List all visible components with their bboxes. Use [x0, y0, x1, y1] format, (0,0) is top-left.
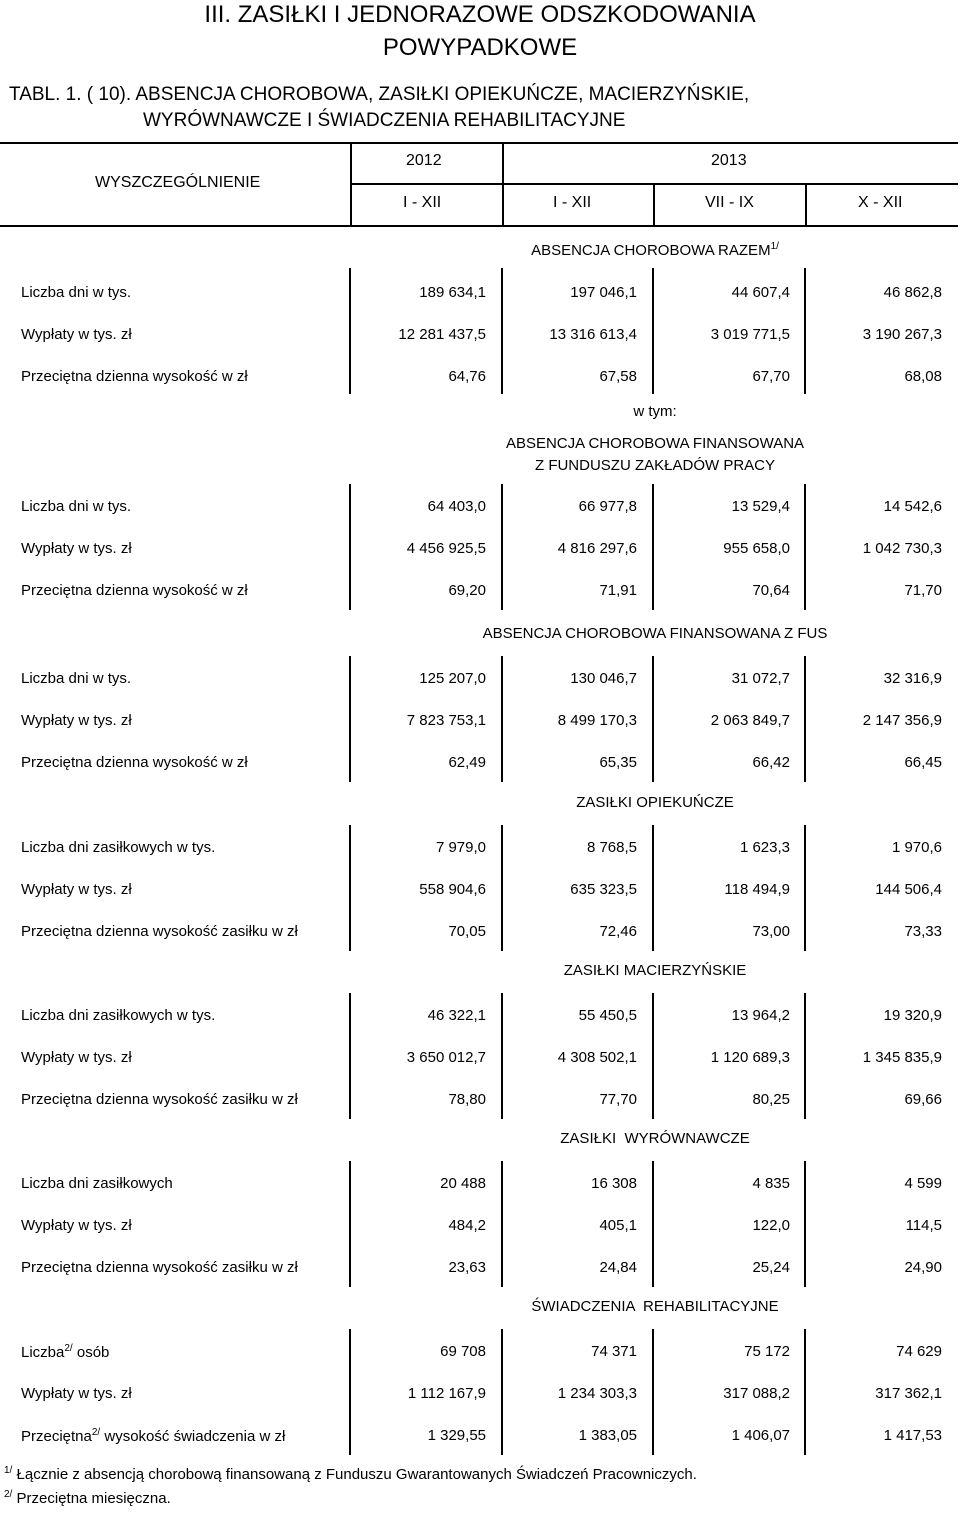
table-cell: 72,46: [599, 923, 637, 940]
header-divider-3: [653, 183, 655, 225]
table-cell: 14 542,6: [883, 498, 942, 515]
row-label: Przeciętna dzienna wysokość zasiłku w zł: [21, 1259, 298, 1276]
section-title: ŚWIADCZENIA REHABILITACYJNE: [531, 1298, 779, 1315]
table-cell: 4 456 925,5: [406, 540, 486, 557]
row-label: Wypłaty w tys. zł: [21, 881, 132, 898]
row-label: Liczba dni w tys.: [21, 498, 132, 515]
footnote-2: $^{2/}$ Przeciętna miesięczna.: [4, 1489, 171, 1507]
table-cell: 3 190 267,3: [862, 326, 942, 343]
table-cell: 1 329,55: [427, 1427, 486, 1444]
table-cell: 2 063 849,7: [710, 712, 790, 729]
row-label: Liczba dni zasiłkowych w tys.: [21, 839, 216, 856]
row-label: Wypłaty w tys. zł: [21, 712, 132, 729]
table-cell: 69 708: [440, 1343, 486, 1360]
table-cell: 484,2: [448, 1217, 486, 1234]
table-cell: 4 816 297,6: [557, 540, 637, 557]
table-cell: 189 634,1: [419, 284, 486, 301]
table-cell: 118 494,9: [724, 881, 790, 898]
table-cell: 2 147 356,9: [862, 712, 942, 729]
table-cell: 78,80: [448, 1091, 486, 1108]
table-title-line2: WYRÓWNAWCZE I ŚWIADCZENIA REHABILITACYJNE: [143, 110, 626, 131]
table-cell: 405,1: [599, 1217, 637, 1234]
table-cell: 66,42: [752, 754, 790, 771]
table-cell: 1 970,6: [891, 839, 942, 856]
table-cell: 130 046,7: [570, 670, 637, 687]
row-label: Wypłaty w tys. zł: [21, 540, 132, 557]
table-cell: 1 042 730,3: [862, 540, 942, 557]
table-cell: 31 072,7: [731, 670, 790, 687]
table-cell: 144 506,4: [875, 881, 942, 898]
header-period-4: X - XII: [858, 194, 903, 211]
table-cell: 71,70: [904, 582, 942, 599]
table-cell: 23,63: [448, 1259, 486, 1276]
header-col-label: WYSZCZEGÓLNIENIE: [95, 174, 261, 191]
header-period-1: I - XII: [403, 194, 442, 211]
page-title-line2: POWYPADKOWE: [382, 34, 578, 61]
row-label: Liczba dni w tys.: [21, 284, 132, 301]
table-cell: 12 281 437,5: [398, 326, 486, 343]
row-label: Przeciętna dzienna wysokość w zł: [21, 368, 248, 385]
table-cell: 73,33: [904, 923, 942, 940]
section-pre: w tym:: [633, 403, 677, 420]
table-cell: 7 823 753,1: [406, 712, 486, 729]
section-title: ABSENCJA CHOROBOWA FINANSOWANA Z FUS: [482, 625, 828, 642]
table-cell: 62,49: [448, 754, 486, 771]
table-cell: 74 629: [896, 1343, 942, 1360]
row-label: Wypłaty w tys. zł: [21, 1049, 132, 1066]
row-label: Przeciętna dzienna wysokość w zł: [21, 582, 248, 599]
table-cell: 8 499 170,3: [557, 712, 637, 729]
table-cell: 77,70: [599, 1091, 637, 1108]
section-title: ZASIŁKI MACIERZYŃSKIE: [563, 962, 747, 979]
section-title-2: Z FUNDUSZU ZAKŁADÓW PRACY: [534, 457, 775, 474]
table-cell: 13 964,2: [731, 1007, 790, 1024]
table-cell: 16 308: [591, 1175, 637, 1192]
table-cell: 46 862,8: [883, 284, 942, 301]
table-cell: 3 650 012,7: [406, 1049, 486, 1066]
section-title: ZASIŁKI WYRÓWNAWCZE: [560, 1130, 750, 1147]
header-divider-1: [350, 142, 352, 225]
table-cell: 114,5: [905, 1217, 942, 1234]
header-period-2: I - XII: [553, 194, 592, 211]
table-cell: 67,70: [752, 368, 790, 385]
table-cell: 317 088,2: [723, 1385, 790, 1402]
header-period-3: VII - IX: [705, 194, 754, 211]
table-cell: 4 835: [752, 1175, 790, 1192]
table-cell: 3 019 771,5: [710, 326, 790, 343]
table-cell: 70,05: [448, 923, 486, 940]
table-cell: 44 607,4: [731, 284, 790, 301]
table-title-line1: TABL. 1. ( 10). ABSENCJA CHOROBOWA, ZASIŁKI OPIEKUŃCZE, MACIERZYŃSKIE,: [9, 84, 750, 105]
section-title: ABSENCJA CHOROBOWA FINANSOWANA: [505, 435, 805, 452]
table-cell: 317 362,1: [875, 1385, 942, 1402]
table-cell: 66 977,8: [578, 498, 637, 515]
table-cell: 24,90: [904, 1259, 942, 1276]
row-label: Liczba dni w tys.: [21, 670, 132, 687]
table-cell: 74 371: [591, 1343, 637, 1360]
table-cell: 197 046,1: [570, 284, 637, 301]
table-cell: 1 417,53: [883, 1427, 942, 1444]
header-divider-4: [805, 183, 807, 225]
row-label: Wypłaty w tys. zł: [21, 326, 132, 343]
section-title: ABSENCJA CHOROBOWA $RAZEM^{1/}$: [531, 241, 779, 259]
table-cell: 1 112 167,9: [407, 1385, 486, 1402]
section-title: ZASIŁKI OPIEKUŃCZE: [576, 794, 734, 811]
table-cell: 4 599: [904, 1175, 942, 1192]
row-label: Liczba dni zasiłkowych w tys.: [21, 1007, 216, 1024]
table-cell: 8 768,5: [586, 839, 637, 856]
table-cell: 7 979,0: [435, 839, 486, 856]
table-cell: 13 529,4: [731, 498, 790, 515]
row-label: Liczba$^{2/}$ osób: [21, 1343, 110, 1361]
header-year-2012: 2012: [406, 152, 442, 169]
table-cell: 68,08: [904, 368, 942, 385]
row-label: Przeciętna dzienna wysokość zasiłku w zł: [21, 923, 298, 940]
row-label: Przeciętna$^{2/}$ wysokość świadczenia w zł: [21, 1427, 286, 1445]
row-label: Wypłaty w tys. zł: [21, 1385, 132, 1402]
table-cell: 125 207,0: [419, 670, 486, 687]
table-cell: 64 403,0: [427, 498, 486, 515]
table-cell: 46 322,1: [427, 1007, 486, 1024]
table-cell: 55 450,5: [578, 1007, 637, 1024]
table-cell: 73,00: [752, 923, 790, 940]
table-cell: 75 172: [744, 1343, 790, 1360]
header-top-rule: [0, 142, 958, 144]
table-cell: 13 316 613,4: [549, 326, 637, 343]
table-cell: 558 904,6: [419, 881, 486, 898]
table-cell: 71,91: [599, 582, 637, 599]
table-cell: 1 623,3: [739, 839, 790, 856]
table-cell: 4 308 502,1: [557, 1049, 637, 1066]
header-bottom-rule: [0, 225, 958, 227]
table-cell: 1 383,05: [578, 1427, 637, 1444]
header-year-2013: 2013: [711, 152, 747, 169]
header-year-rule: [352, 183, 958, 185]
table-cell: 122,0: [752, 1217, 790, 1234]
table-cell: 80,25: [752, 1091, 790, 1108]
table-cell: 20 488: [440, 1175, 486, 1192]
table-cell: 635 323,5: [570, 881, 637, 898]
table-cell: 67,58: [599, 368, 637, 385]
table-cell: 1 345 835,9: [862, 1049, 942, 1066]
table-cell: 1 406,07: [731, 1427, 790, 1444]
table-cell: 65,35: [599, 754, 637, 771]
table-cell: 25,24: [752, 1259, 790, 1276]
header-divider-2: [502, 142, 504, 225]
table-cell: 69,66: [904, 1091, 942, 1108]
footnote-1: $^{1/}$ Łącznie z absencją chorobową finansowaną z Funduszu Gwarantowanych Świadczeń Pracowniczych.: [4, 1465, 697, 1483]
table-cell: 955 658,0: [723, 540, 790, 557]
row-label: Wypłaty w tys. zł: [21, 1217, 132, 1234]
table-cell: 32 316,9: [883, 670, 942, 687]
table-cell: 64,76: [448, 368, 486, 385]
table-cell: 70,64: [752, 582, 790, 599]
row-label: Przeciętna dzienna wysokość zasiłku w zł: [21, 1091, 298, 1108]
table-cell: 1 120 689,3: [710, 1049, 790, 1066]
table-cell: 24,84: [599, 1259, 637, 1276]
row-label: Przeciętna dzienna wysokość w zł: [21, 754, 248, 771]
page-title-line1: III. ZASIŁKI I JEDNORAZOWE ODSZKODOWANIA: [204, 1, 756, 28]
table-cell: 66,45: [904, 754, 942, 771]
table-cell: 1 234 303,3: [557, 1385, 637, 1402]
table-cell: 19 320,9: [883, 1007, 942, 1024]
row-label: Liczba dni zasiłkowych: [21, 1175, 173, 1192]
table-cell: 69,20: [448, 582, 486, 599]
